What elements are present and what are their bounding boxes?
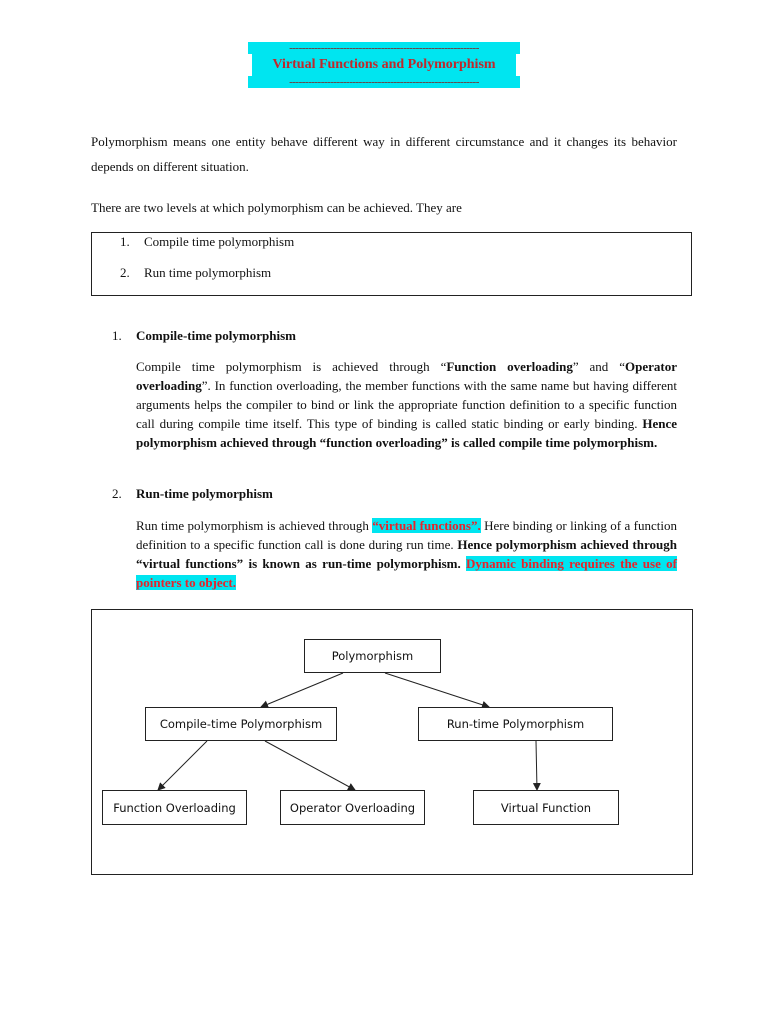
body-text-part: ”. In function overloading, the member functions with the same name but having different arguments helps the compiler to bind or link the appropriate function definition to a specific function call during compile time itself. This type of binding is called static binding or early binding. — [136, 378, 677, 431]
compile-conclusion: Hence polymorphism achieved through “function overloading” is called compile time polymorphism. — [136, 416, 677, 450]
compile-section-body — [136, 357, 677, 452]
node-compile-time: Compile-time Polymorphism — [145, 707, 337, 741]
definition-paragraph: Polymorphism means one entity behave different way in different circumstance and it changes its behavior depends on different situation. — [91, 134, 677, 174]
list-item — [120, 234, 294, 250]
title-dash-top: ------------------------------------------------------------ — [248, 42, 520, 54]
title-dash-bottom: ------------------------------------------------------------ — [248, 76, 520, 88]
list-item-label: Compile time polymorphism — [144, 234, 295, 249]
title-block — [248, 42, 520, 88]
section-title: Compile-time polymorphism — [136, 328, 296, 343]
arrow-root-to-runtime — [385, 673, 489, 707]
levels-intro-paragraph: There are two levels at which polymorphism can be achieved. They are — [91, 200, 462, 215]
levels-list-box — [91, 232, 692, 296]
polymorphism-diagram — [91, 609, 693, 875]
list-item-number: 2. — [120, 265, 130, 280]
node-virtual-function: Virtual Function — [473, 790, 619, 825]
node-operator-overloading: Operator Overloading — [280, 790, 425, 825]
body-text-part: ” and “ — [572, 359, 626, 374]
page-title: Virtual Functions and Polymorphism — [252, 54, 516, 76]
body-text-part: Compile time polymorphism is achieved through “ — [136, 359, 447, 374]
function-overloading-term: Function overloading — [446, 359, 573, 374]
section-number: 1. — [112, 328, 122, 343]
body-text-part: Run time polymorphism is achieved through — [136, 518, 373, 533]
arrow-compile-to-operator — [265, 741, 355, 790]
compile-section-heading — [112, 328, 296, 344]
dynamic-binding-highlight: Dynamic binding requires the use of pointers to object. — [136, 556, 678, 590]
arrow-compile-to-function — [158, 741, 207, 790]
list-item-label: Run time polymorphism — [144, 265, 272, 280]
arrow-root-to-compile — [261, 673, 343, 707]
list-item — [120, 265, 271, 281]
node-run-time: Run-time Polymorphism — [418, 707, 613, 741]
virtual-functions-highlight: “virtual functions”. — [372, 518, 481, 533]
body-text-part: Here binding or linking of a function definition to a specific function call is done during run time. — [136, 518, 677, 552]
list-item-number: 1. — [120, 234, 130, 249]
arrow-runtime-to-virtual — [536, 741, 537, 790]
runtime-section-body — [136, 516, 677, 592]
section-number: 2. — [112, 486, 122, 501]
node-function-overloading: Function Overloading — [102, 790, 247, 825]
section-title: Run-time polymorphism — [136, 486, 273, 501]
operator-overloading-term: Operator overloading — [136, 359, 677, 393]
runtime-conclusion: Hence polymorphism achieved through “virtual functions” is known as run-time polymorphism. — [136, 537, 677, 571]
node-polymorphism: Polymorphism — [304, 639, 441, 673]
runtime-section-heading — [112, 486, 273, 502]
